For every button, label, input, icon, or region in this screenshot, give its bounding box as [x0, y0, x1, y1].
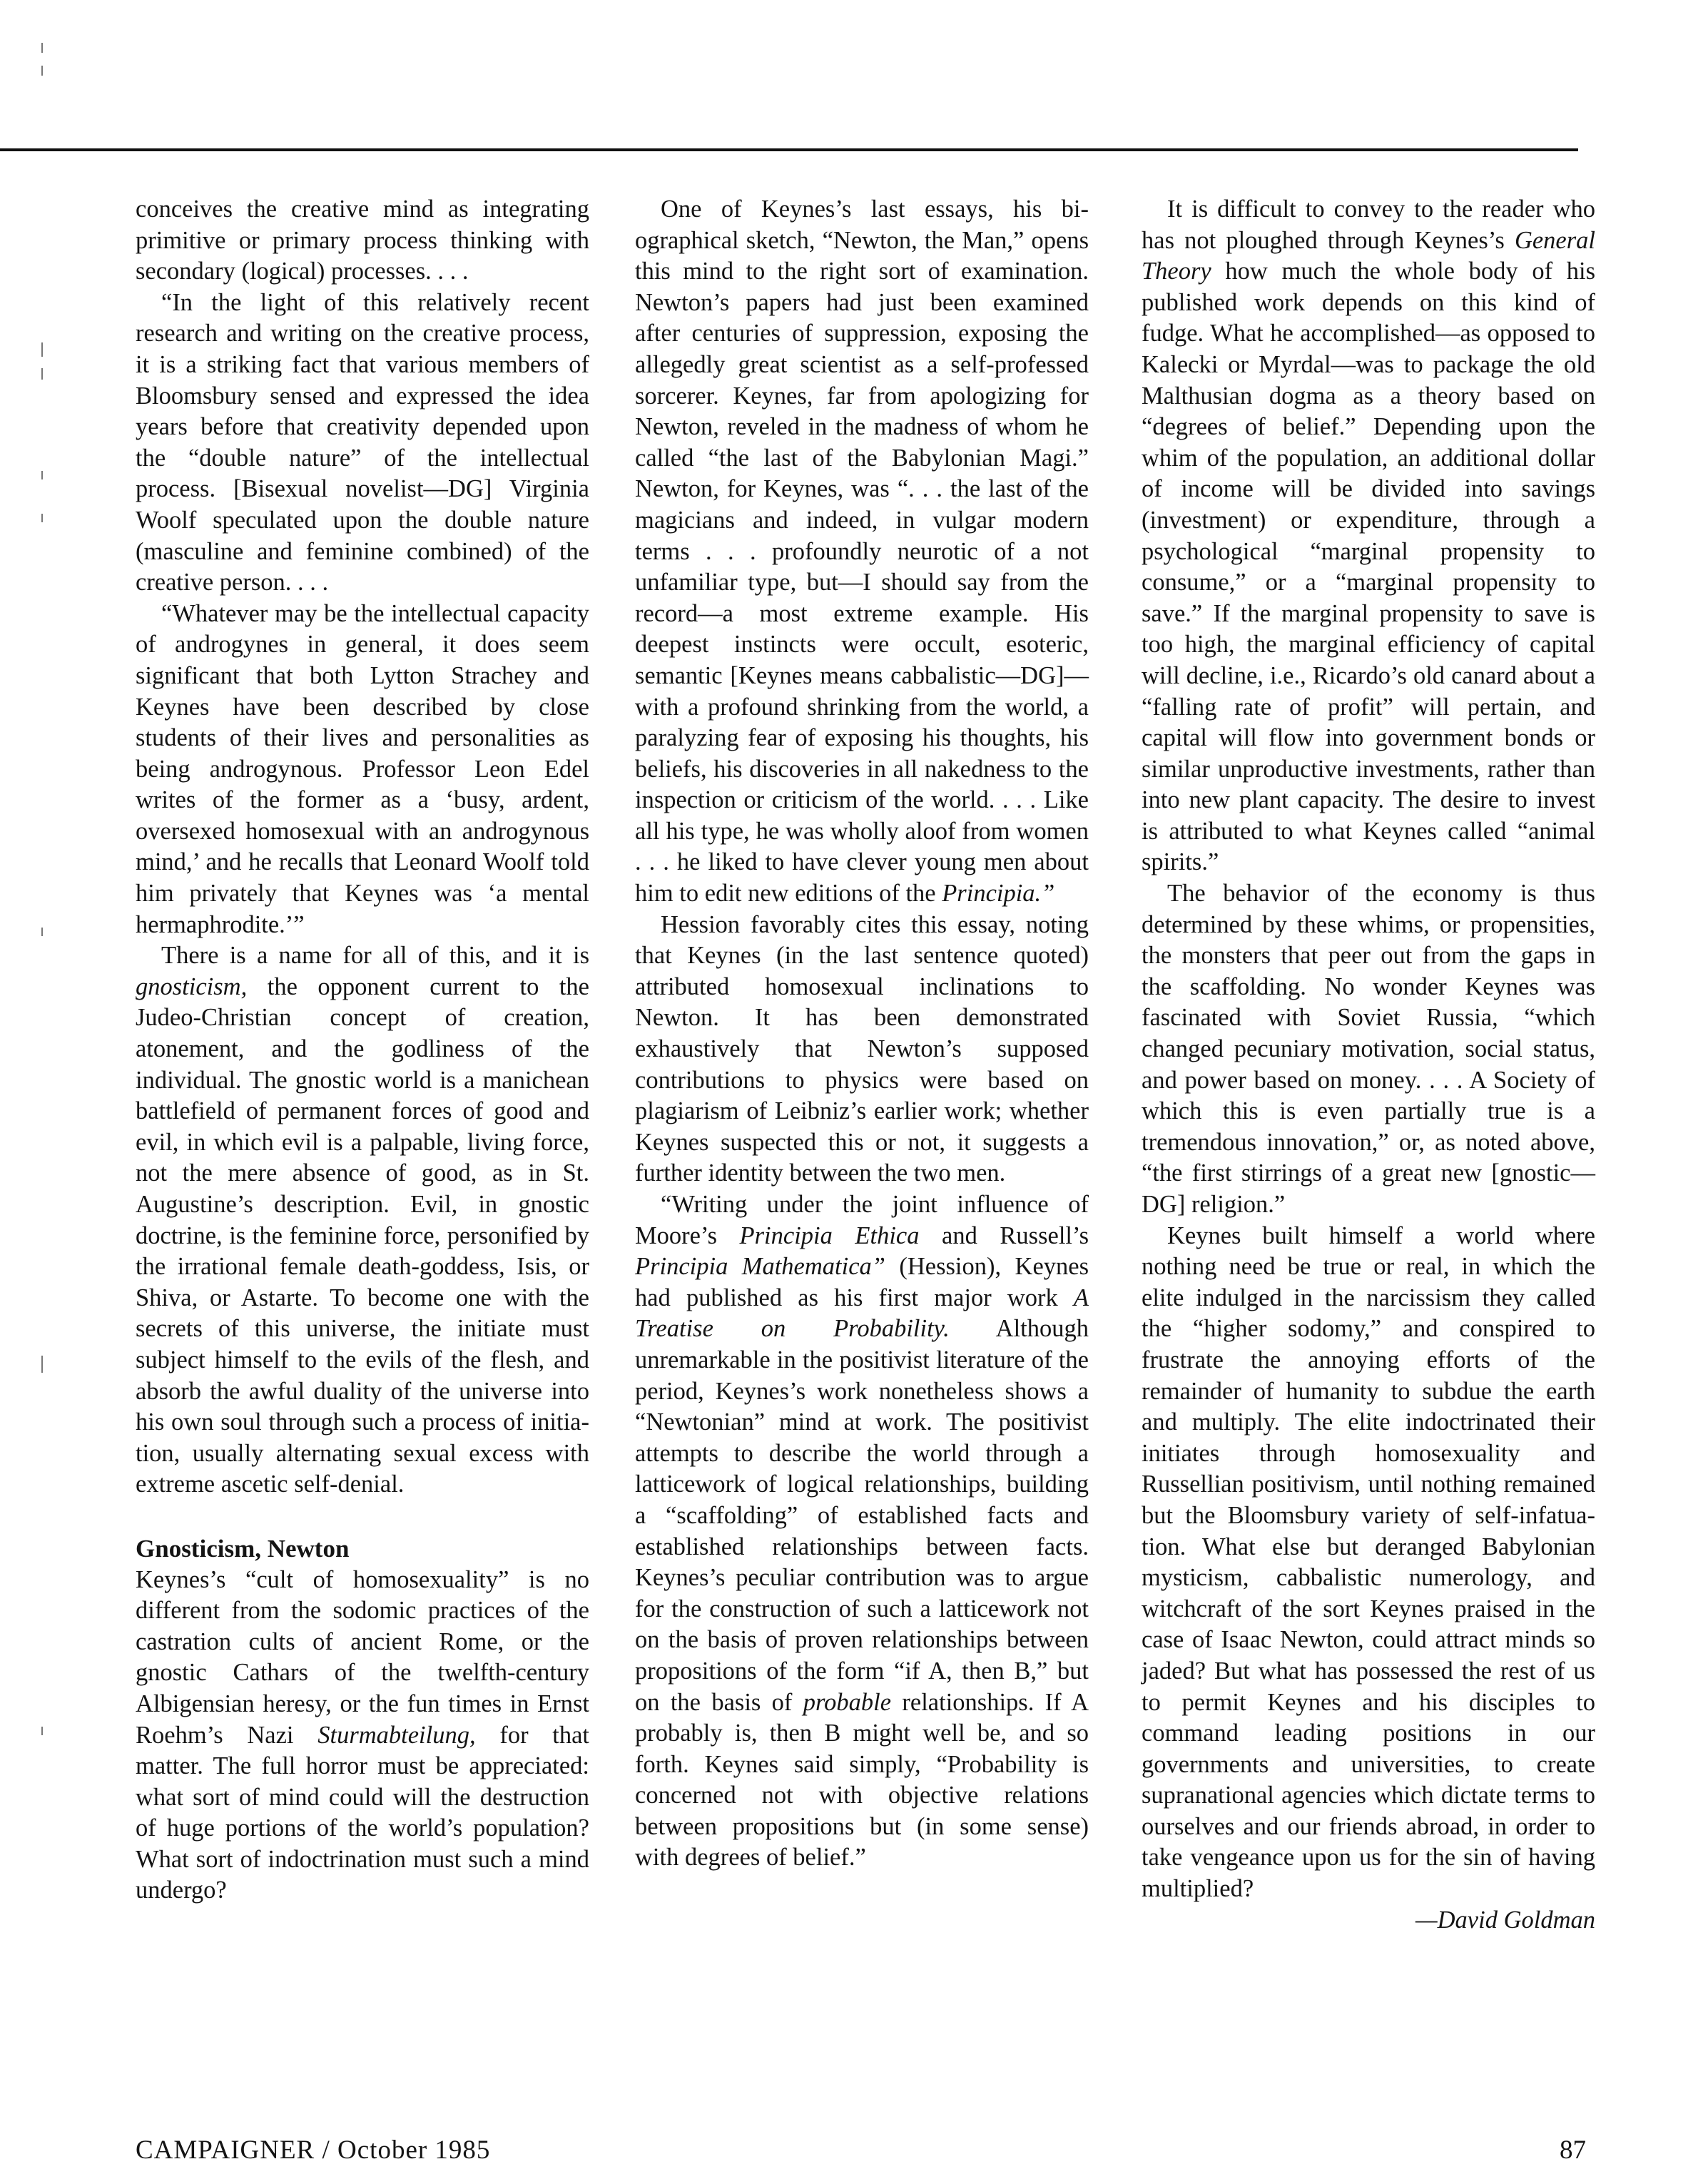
paragraph: It is difficult to convey to the reader who has not ploughed through Keynes’s General Theory how much the whole body of his published work depends on this kind of fudge. What he accomplished—as opposed to Kalecki or Myrdal—was to package the old Malthusian dogma as a theory based on “degrees of belief.” Depending upon the whim of the population, an additional dollar of income will be divided into savings (investment) or expenditure, through a psychological “marginal propensity to consume,” or a “marginal propensity to save.” If the marginal propensity to save is too high, the marginal efficiency of capital will decline, i.e., Ricardo’s old canard about a “falling rate of profit” will pertain, and capital will flow into government bonds or similar unproductive investments, rather than into new plant capacity. The desire to invest is attributed to what Keynes called “animal spirits.”	[1142, 195, 1595, 876]
footer-publication: CAMPAIGNER / October 1985	[136, 2135, 491, 2165]
author-signature: —David Goldman	[1415, 1906, 1595, 1934]
top-rule	[0, 148, 1578, 151]
paragraph: Keynes’s “cult of homosexuality” is no different from the sodomic practices of the castration cults of ancient Rome, or the gnostic Cathars of the twelfth-century Albigensian heresy, or the fun times in Ernst Roehm’s Nazi Sturmabteilung, for that matter. The full horror must be appreciated: what sort of mind could will the destruction of huge portions of the world’s population? What sort of indoctrination must such a mind undergo?	[136, 1565, 589, 1904]
paragraph: There is a name for all of this, and it is gnosticism, the opponent current to the Judeo-Christian concept of creation, atonement, and the godliness of the individual. The gnostic world is a manichean battlefield of permanent forces of good and evil, in which evil is a palpable, living force, not the mere absence of good, as in St. Augustine’s description. Evil, in gnostic doctrine, is the feminine force, personified by the irrational female death-goddess, Isis, or Shiva, or Astarte. To become one with the secrets of this universe, the initiate must subject himself to the evils of the flesh, and absorb the awful duality of the universe into his own soul through such a process of initiation, usually alternating sexual excess with extreme ascetic self-denial.	[136, 942, 589, 1498]
paragraph: “Writing under the joint influence of Moore’s Principia Ethica and Russell’s Principia Mathematica” (Hession), Keynes had published as his first major work A Treatise on Probability. Although unremarkable in the positivist literature of the period, Keynes’s work nonetheless shows a “Newtonian” mind at work. The positivist attempts to describe the world through a latticework of logical relationships, building a “scaffolding” of established facts and established relationships between facts. Keynes’s peculiar contribution was to argue for the construction of such a latticework not on the basis of proven relationships between propositions of the form “if A, then B,” but on the basis of probable relationships. If A probably is, then B might well be, and so forth. Keynes said simply, “Probability is concerned not with objective relations between propositions but (in some sense) with degrees of belief.”	[635, 1191, 1089, 1871]
article-column-1	[136, 194, 589, 1906]
paragraph: The behavior of the economy is thus determined by these whims, or propensities, the monsters that peer out from the gaps in the scaffolding. No wonder Keynes was fascinated with Soviet Russia, “which changed pecuniary motivation, social status, and power based on money. . . . A Society of which this is even partially true is a tremendous innovation,” or, as noted above, “the first stirrings of a great new [gnostic—DG] religion.”	[1142, 880, 1595, 1218]
paragraph: conceives the creative mind as integrating primitive or primary process thinking with secondary (logical) processes. . . .	[136, 195, 589, 285]
paragraph: One of Keynes’s last essays, his biographical sketch, “Newton, the Man,” opens this mind to the right sort of examination. Newton’s papers had just been examined after centuries of suppression, exposing the allegedly great scientist as a self-professed sorcerer. Keynes, far from apologizing for Newton, reveled in the madness of whom he called “the last of the Babylonian Magi.” Newton, for Keynes, was “. . . the last of the magicians and indeed, in vulgar modern terms . . . profoundly neurotic of a not unfamiliar type, but—I should say from the record—a most extreme example. His deepest instincts were occult, esoteric, semantic [Keynes means cabbalistic—DG]—with a profound shrinking from the world, a paralyzing fear of exposing his thoughts, his beliefs, his discoveries in all nakedness to the inspection or criticism of the world. . . . Like all his type, he was wholly aloof from women . . . he liked to have clever young men about him to edit new editions of the Principia.”	[635, 195, 1089, 908]
article-column-2	[635, 194, 1089, 1874]
paragraph: “In the light of this relatively recent research and writing on the creative process, it is a striking fact that various members of Bloomsbury sensed and expressed the idea years before that creativity depended upon the “double nature” of the intellectual process. [Bisexual novelist—DG] Virginia Woolf speculated upon the double nature (masculine and feminine combined) of the creative person. . . .	[136, 288, 589, 596]
page-number: 87	[1560, 2135, 1586, 2165]
paragraph: “Whatever may be the intellectual capacity of androgynes in general, it does seem significant that both Lytton Strachey and Keynes have been described by close students of their lives and personalities as being androgynous. Professor Leon Edel writes of the former as a ‘busy, ardent, oversexed homosexual with an androgynous mind,’ and he recalls that Leonard Woolf told him privately that Keynes was ‘a mental hermaphrodite.’”	[136, 599, 589, 938]
section-heading: Gnosticism, Newton	[136, 1534, 350, 1563]
paragraph: Keynes built himself a world where nothing need be true or real, in which the elite indulged in the narcissism they called the “higher sodomy,” and conspired to frustrate the annoying efforts of the remainder of humanity to subdue the earth and multiply. The elite indoctrinated their initiates through homosexuality and Russellian positivism, until nothing remained but the Bloomsbury variety of self-infatuation. What else but deranged Babylonian mysticism, cabbalistic numerology, and witchcraft of the sort Keynes praised in the case of Isaac Newton, could attract minds so jaded? But what has possessed the rest of us to permit Keynes and his disciples to command leading positions in our governments and universities, to create supranational agencies which dictate terms to ourselves and our friends abroad, in order to take vengeance upon us for the sin of having multiplied?	[1142, 1221, 1595, 1903]
article-column-3	[1142, 194, 1595, 1936]
scan-margin-marks	[41, 0, 70, 1712]
paragraph: Hession favorably cites this essay, noting that Keynes (in the last sentence quoted) attributed homosexual inclinations to Newton. It has been demonstrated exhaustively that Newton’s supposed contributions to physics were based on plagiarism of Leibniz’s earlier work; whether Keynes suspected this or not, it suggests a further identity between the two men.	[635, 910, 1089, 1187]
